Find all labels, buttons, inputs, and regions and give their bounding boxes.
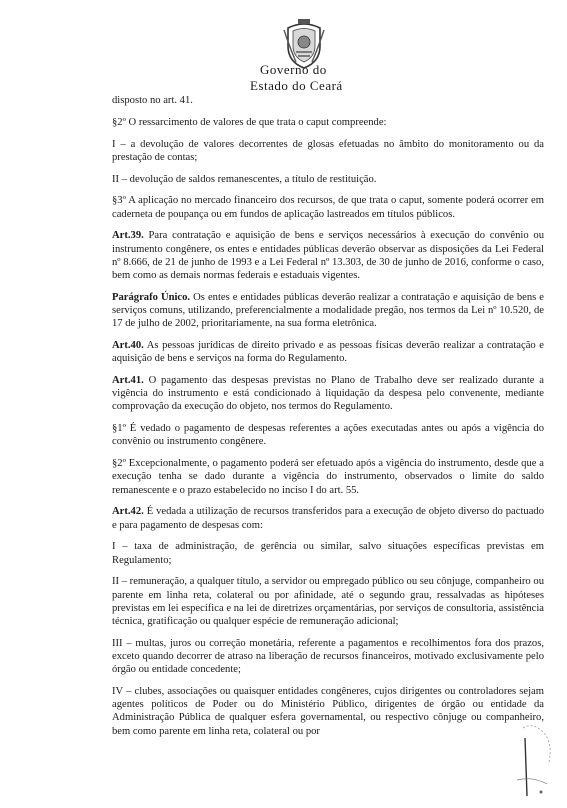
paragraph (112, 685, 544, 738)
paragraph (112, 422, 544, 448)
paragraph (112, 457, 544, 497)
paragraph (112, 173, 544, 186)
article-paragraph (112, 339, 544, 365)
paragraph (112, 637, 544, 677)
paragraph-text: I – taxa de administração, de gerência ou similar, salvo situações específicas previstas em Regulamento; (112, 541, 544, 566)
article-paragraph (112, 291, 544, 331)
paragraph-text: As pessoas jurídicas de direito privado e as pessoas físicas deverão realizar a contratação e aquisição de bens e serviços na forma do Regulamento. (112, 340, 544, 365)
article-label: Art.40. (112, 340, 144, 351)
paragraph (112, 94, 544, 107)
paragraph-text: Os entes e entidades públicas deverão realizar a contratação e aquisição de bens e serviços comuns, utilizando, preferencialmente a modalidade pregão, nos termos da Lei nº 10.520, de 17 de julho de 2002, prioritariamente, na sua forma eletrônica. (112, 291, 544, 330)
paragraph-text: I – a devolução de valores decorrentes de glosas efetuadas no âmbito do monitoramento ou da prestação de contas; (112, 138, 544, 163)
paragraph (112, 575, 544, 628)
article-paragraph (112, 374, 544, 414)
paragraph-text: §2º O ressarcimento de valores de que trata o caput compreende: (112, 116, 387, 128)
handwritten-initial-mark (503, 718, 563, 808)
paragraph-text: §1º É vedado o pagamento de despesas referentes a ações executadas antes ou após a vigência do convênio ou instrumento congênere. (112, 423, 544, 448)
paragraph-text: II – devolução de saldos remanescentes, a título de restituição. (112, 173, 377, 185)
header-state-line: Estado do Ceará (250, 78, 343, 93)
paragraph-text: §3º A aplicação no mercado financeiro dos recursos, de que trata o caput, somente poderá ocorrer em caderneta de poupança ou em fundos de aplicação lastreados em títulos públicos. (112, 195, 544, 220)
paragraph-text: É vedada a utilização de recursos transferidos para a execução de objeto diverso do pactuado e para pagamento de despesas com: (112, 506, 544, 531)
article-label: Art.41. (112, 375, 144, 386)
document-header (0, 0, 567, 96)
paragraph-text: disposto no art. 41. (112, 95, 193, 106)
document-body (112, 94, 544, 746)
article-label: Parágrafo Único. (112, 291, 191, 303)
paragraph-text: III – multas, juros ou correção monetária, referente a pagamentos e recolhimentos fora dos prazos, exceto quando decorrer de atraso na liberação de recursos financeiros, motivado exclusivamente pelo órgão ou entidade concedente; (112, 637, 544, 676)
header-government-line: Governo do (260, 62, 327, 77)
article-paragraph (112, 505, 544, 531)
paragraph (112, 116, 544, 129)
paragraph-text: O pagamento das despesas previstas no Plano de Trabalho deve ser realizado durante a vigência do instrumento e está condicionado à liquidação da despesa pelo convenente, mediante comprovação da execução do objeto, nos termos do Regulamento. (112, 375, 544, 413)
article-paragraph (112, 229, 544, 282)
article-label: Art.42. (112, 506, 144, 518)
paragraph (112, 540, 544, 566)
article-label: Art.39. (112, 230, 144, 242)
paragraph-text: §2º Excepcionalmente, o pagamento poderá ser efetuado após a vigência do instrumento, desde que a execução tenha se dado durante a vigência do instrumento, observados o limite do saldo remanescente e o prazo estabelecido no inciso I do art. 55. (112, 458, 544, 496)
paragraph-text: II – remuneração, a qualquer título, a servidor ou empregado público ou seu cônjuge, companheiro ou parente em linha reta, colateral ou por afinidade, até o segundo grau, ressalvadas as hipóteses previstas em lei específica e na lei de diretrizes orçamentárias, por serviços de consultoria, assistência técnica, gratificação ou qualquer espécie de remuneração adicional; (112, 576, 544, 628)
paragraph-text: IV – clubes, associações ou quaisquer entidades congêneres, cujos dirigentes ou controladores sejam agentes políticos de Poder ou do Ministério Público, dirigentes de órgão ou entidade da Administração Pública de qualquer esfera governamental, ou respectivo cônjuge ou companheiro, bem como parente em linha reta, colateral ou por (112, 686, 544, 737)
paragraph (112, 138, 544, 164)
paragraph (112, 194, 544, 220)
paragraph-text: Para contratação e aquisição de bens e serviços necessários à execução do convênio ou instrumento congênere, os entes e entidades públicas deverão observar as disposições da Lei Federal nº 8.666, de 21 de junho de 1993 e a Lei Federal nº 13.303, de 30 de junho de 2016, conforme o caso, bem como as demais normas federais e estaduais vigentes. (112, 230, 544, 281)
